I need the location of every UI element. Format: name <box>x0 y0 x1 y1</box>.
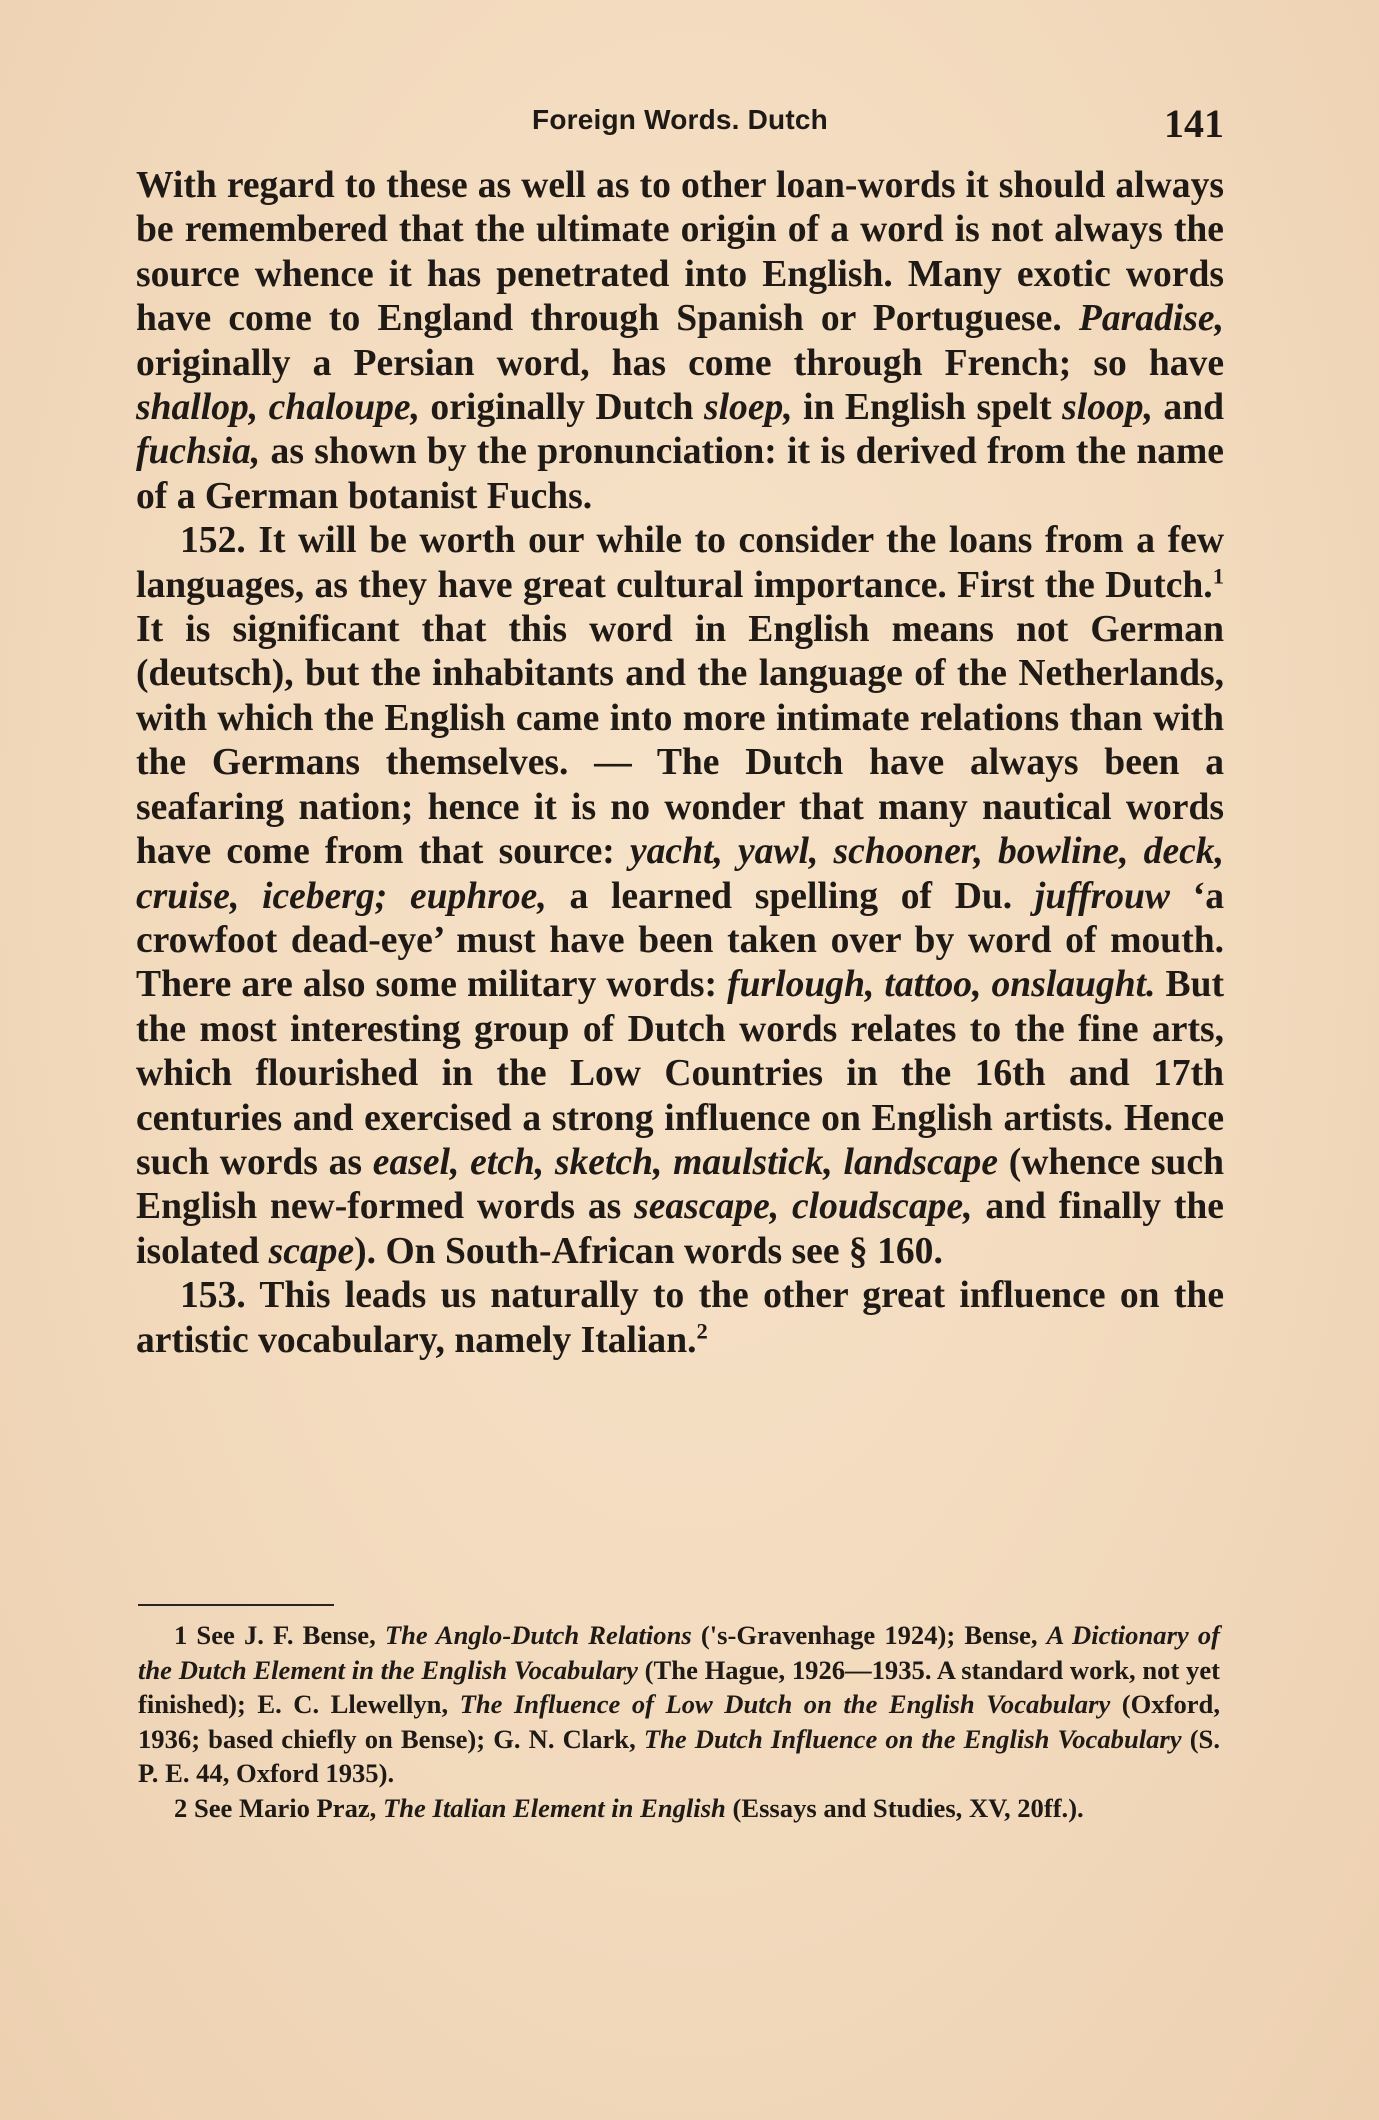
text-run: as shown by the pronunciation: it is derived from the name of a German botanist Fuchs. <box>136 431 1224 517</box>
paragraph <box>136 519 1224 1274</box>
text-run: originally Dutch <box>419 387 704 429</box>
page-header <box>136 100 1224 150</box>
text-run: a learned spelling of Du. <box>546 875 1035 917</box>
footnote-divider <box>138 1604 334 1606</box>
italic-term: The Italian Element in English <box>382 1792 726 1823</box>
page-number: 141 <box>1164 101 1224 146</box>
text-run: It is significant that this word in English means not German (deutsch), but the inhabitants and the language of the Netherlands, with which the English came into more intimate relations than with the Germans themselves. — The Dutch have always been a seafaring nation; hence it is no wonder that many nautical words have come from that source: <box>136 609 1224 873</box>
footnote-marker: 2 <box>696 1318 708 1344</box>
text-run: ('s-Gravenhage 1924); Bense, <box>691 1620 1047 1650</box>
text-run: originally a Persian word, has come through French; so have <box>136 342 1224 384</box>
text-run: It will be worth our while to consider the loans from a few languages, as they have great cultural importance. First the Dutch. <box>136 520 1224 606</box>
italic-term: yacht, yawl, schooner, bowline, deck, cruise, iceberg; euphroe, <box>136 831 1224 917</box>
italic-term: juffrouw <box>1034 875 1170 917</box>
text-run: in English spelt <box>792 387 1063 429</box>
italic-term: shallop, chaloupe, <box>136 387 420 429</box>
text-run: This leads us naturally to the other great influence on the artistic vocabulary, namely Italian. <box>136 1275 1224 1361</box>
section-label: 152. <box>180 520 246 562</box>
italic-term: The Influence of Low Dutch on the English Vocabulary <box>459 1689 1111 1720</box>
text-run: (The Hague, 1926—1935. A standard work, not yet finished); E. C. Llewellyn, <box>138 1654 1220 1720</box>
italic-term: furlough, tattoo, onslaught. <box>727 964 1156 1006</box>
text-run: (Essays and Studies, XV, 20ff.). <box>725 1792 1084 1823</box>
italic-term: Paradise, <box>1078 298 1224 340</box>
text-run: and finally the isolated <box>136 1186 1224 1272</box>
italic-term: sloep, <box>703 387 793 429</box>
text-run: (S. P. E. 44, Oxford 1935). <box>138 1723 1220 1789</box>
text-run: and <box>1152 387 1225 429</box>
footnotes <box>138 1618 1220 1826</box>
section-label: 153. <box>180 1275 246 1317</box>
running-head: Foreign Words. Dutch <box>532 104 828 135</box>
italic-term: fuchsia, <box>136 431 261 473</box>
paragraph <box>136 164 1224 519</box>
text-run: 1 See J. F. Bense, <box>174 1620 385 1650</box>
text-run: (whence such English new-formed words as <box>136 1141 1224 1228</box>
footnote <box>138 1791 1220 1826</box>
footnote <box>138 1618 1220 1791</box>
main-text <box>136 164 1224 1363</box>
italic-term: The Anglo-Dutch Relations <box>384 1620 692 1650</box>
text-run: 2 See Mario Praz, <box>174 1792 383 1823</box>
text-run: ). On South-African words see § 160. <box>354 1230 943 1272</box>
italic-term: The Dutch Influence on the English Vocabulary <box>643 1723 1182 1754</box>
italic-term: seascape, cloudscape, <box>634 1186 973 1228</box>
italic-term: easel, etch, sketch, maulstick, landscape <box>372 1141 998 1183</box>
text-run: (Oxford, 1936; based chiefly on Bense); G. N. Clark, <box>138 1689 1220 1754</box>
footnote-marker: 1 <box>1212 563 1224 589</box>
italic-term: A Dictionary of the Dutch Element in the English Vocabulary <box>138 1620 1220 1685</box>
paragraph <box>136 1274 1224 1363</box>
text-run: But the most interesting group of Dutch words relates to the fine arts, which flourished in the Low Countries in the 16th and 17th centuries and exercised a strong influence on English artists. Hence such words as <box>136 964 1225 1183</box>
text-run: With regard to these as well as to other loan-words it should always be remembered that the ultimate origin of a word is not always the source whence it has penetrated into English. Many exotic words have come to England through Spanish or Portuguese. <box>136 165 1224 340</box>
text-run: ‘a crowfoot dead-eye’ must have been taken over by word of mouth. There are also some military words: <box>136 875 1225 1006</box>
italic-term: scape <box>268 1230 355 1272</box>
italic-term: sloop, <box>1062 387 1153 429</box>
